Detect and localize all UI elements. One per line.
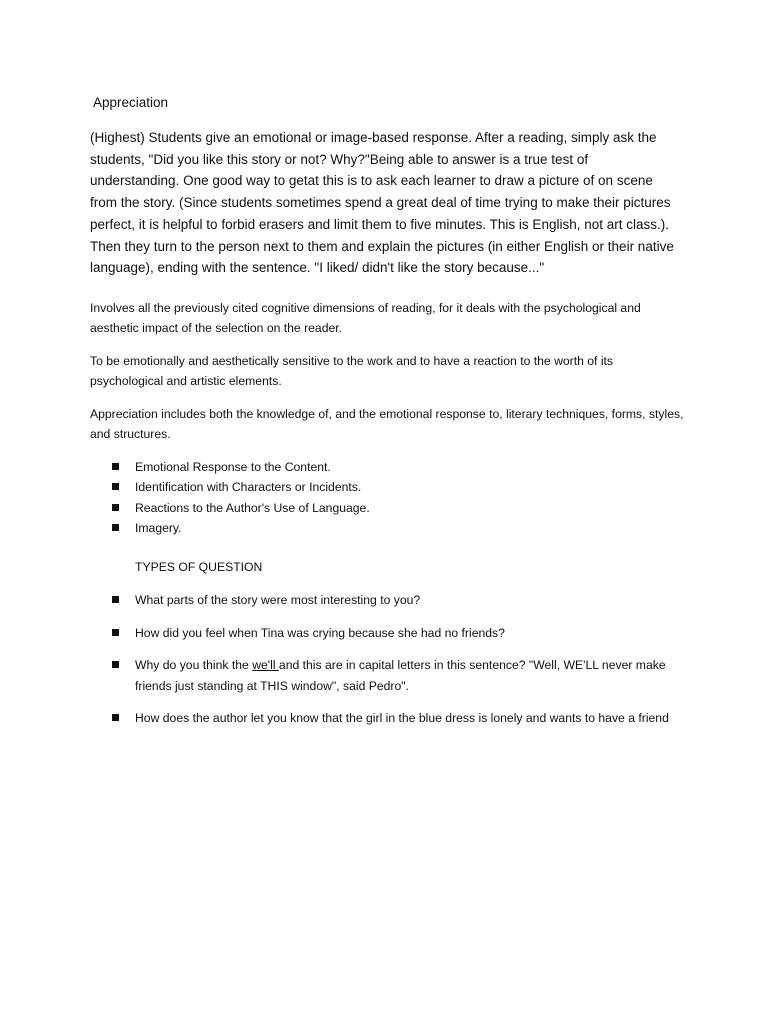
question-text: How does the author let you know that the girl in the blue dress is lonely and wants to have a friend bbox=[135, 711, 669, 725]
list-item-text: Emotional Response to the Content. bbox=[135, 460, 331, 474]
square-bullet-icon bbox=[112, 629, 119, 636]
question-item bbox=[112, 590, 682, 611]
paragraph-emotional-sensitivity: To be emotionally and aesthetically sensitive to the work and to have a reaction to the worth of its psychological and artistic elements. bbox=[90, 354, 614, 388]
question-text-start: Why do you think the bbox=[135, 658, 253, 672]
square-bullet-icon bbox=[112, 524, 119, 531]
paragraph-cognitive-dimensions: Involves all the previously cited cognitive dimensions of reading, for it deals with the psychological and aesthetic impact of the selection on the reader. bbox=[90, 301, 641, 335]
underlined-word: we'll bbox=[252, 658, 279, 672]
list-item-text: Imagery. bbox=[135, 520, 182, 535]
question-text-end: and this are in capital letters in this sentence? "Well, WE'LL never make friends just standing at THIS window", said Pedro". bbox=[135, 658, 666, 693]
square-bullet-icon bbox=[112, 504, 119, 511]
list-item-text: Reactions to the Author's Use of Language. bbox=[135, 500, 370, 515]
question-text: How did you feel when Tina was crying because she had no friends? bbox=[135, 625, 505, 640]
square-bullet-icon bbox=[112, 714, 119, 721]
question-list bbox=[112, 590, 682, 741]
square-bullet-icon bbox=[112, 596, 119, 603]
square-bullet-icon bbox=[112, 463, 119, 470]
paragraph-appreciation-includes: Appreciation includes both the knowledge of, and the emotional response to, literary techniques, forms, styles, and structures. bbox=[90, 407, 684, 441]
square-bullet-icon bbox=[112, 661, 119, 668]
section-heading: Appreciation bbox=[93, 95, 169, 110]
question-item bbox=[112, 655, 682, 696]
intro-paragraph: (Highest) Students give an emotional or image-based response. After a reading, simply ask the students, "Did you like this story or not? Why?"Being able to answer is a true test of understanding. One good way to getat this is to ask each learner to draw a picture of on scene from the story. (Since students sometimes spend a great deal of time trying to make their pictures perfect, it is helpful to forbid erasers and limit them to five minutes. This is English, not art class.). Then they turn to the person next to them and explain the pictures (in either English or their native language), ending with the sentence. "I liked/ didn't like the story because..." bbox=[90, 130, 674, 276]
square-bullet-icon bbox=[112, 483, 119, 490]
question-item bbox=[112, 708, 682, 729]
list-item-text: Identification with Characters or Incidents. bbox=[135, 480, 362, 495]
types-of-question-heading: TYPES OF QUESTION bbox=[135, 560, 263, 574]
question-text: What parts of the story were most interesting to you? bbox=[135, 593, 421, 607]
question-item bbox=[112, 623, 682, 644]
